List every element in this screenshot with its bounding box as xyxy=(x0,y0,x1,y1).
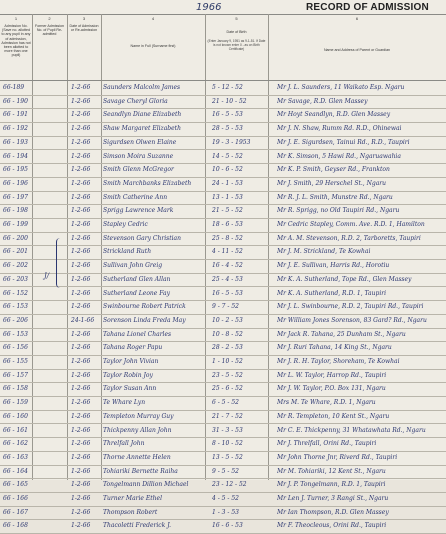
parent-guardian-cell: Mr K. A. Sutherland, R.D. 1, Taupiri xyxy=(277,289,387,297)
admission-date-cell: 1-2-66 xyxy=(71,207,91,215)
admission-number-cell: 66 - 193 xyxy=(3,138,28,146)
date-of-birth-cell: 8 - 10 - 52 xyxy=(212,440,243,448)
table-row xyxy=(0,204,446,219)
parent-guardian-cell: Mr J. E. Sullivan, Harris Rd., Horotiu xyxy=(277,262,390,270)
date-of-birth-cell: 10 - 2 - 53 xyxy=(212,316,243,324)
admission-date-cell: 1-2-66 xyxy=(71,495,91,502)
table-row xyxy=(0,328,446,343)
parent-guardian-cell: Mr John Thorne Jnr, Riverd Rd., Taupiri xyxy=(277,453,398,461)
date-of-birth-cell: 9 - 7 - 52 xyxy=(212,303,239,311)
admission-date-cell: 1-2-66 xyxy=(71,152,91,160)
table-row xyxy=(0,506,446,521)
date-of-birth-cell: 1 - 10 - 52 xyxy=(212,358,243,365)
table-row xyxy=(0,410,446,425)
date-of-birth-cell: 4 - 11 - 52 xyxy=(212,248,243,256)
pupil-name-cell: Templeton Murray Guy xyxy=(103,412,174,420)
parent-guardian-cell: Mr J. Ruri Tahana, 14 King St., Ngaru xyxy=(277,344,392,352)
table-row xyxy=(0,314,446,329)
admission-number-cell: 66 - 160 xyxy=(3,412,28,420)
table-row xyxy=(0,245,446,260)
column-header-name: Name in Full (Surname first) xyxy=(130,44,176,48)
parent-guardian-cell: Mr K. A. Sutherland, Tope Rd., Glen Massey xyxy=(277,275,412,283)
parent-guardian-cell: Mr M. Tohiariki, 12 Kent St., Ngaru xyxy=(277,467,386,475)
column-header-former-no: Former Admission No. of Pupil Re-admitted xyxy=(35,24,64,37)
table-row xyxy=(0,259,446,274)
admission-date-cell: 1-2-66 xyxy=(71,125,91,133)
date-of-birth-cell: 24 - 1 - 53 xyxy=(212,179,243,187)
parent-guardian-cell: Mr K. Simson, 5 Hawi Rd., Ngaruawahia xyxy=(277,152,401,160)
pupil-name-cell: Threlfall John xyxy=(103,440,145,448)
admission-date-cell: 1-2-66 xyxy=(71,262,91,270)
admission-date-cell: 1-2-66 xyxy=(71,467,91,475)
parent-guardian-cell: Mr R. J. L. Smith, Munstre Rd., Ngaru xyxy=(277,193,393,201)
column-number-1: 1 xyxy=(14,16,18,21)
table-row xyxy=(0,81,446,96)
table-row xyxy=(0,465,446,480)
parent-guardian-cell: Mr F. Theocleous, Orini Rd., Taupiri xyxy=(277,522,387,530)
pupil-name-cell: Tohiariki Bernette Raiha xyxy=(103,467,178,475)
admission-date-cell: 1-2-66 xyxy=(71,84,91,91)
parent-guardian-cell: Mr L. W. Taylor, Harrop Rd., Taupiri xyxy=(277,371,387,379)
pupil-name-cell: Tahana Roger Papu xyxy=(103,344,163,352)
pupil-name-cell: Saunders Malcolm James xyxy=(103,84,181,91)
pupil-name-cell: Sorenson Linda Freda May xyxy=(103,316,186,324)
table-row xyxy=(0,492,446,507)
date-of-birth-cell: 16 - 4 - 52 xyxy=(212,262,243,270)
date-of-birth-cell: 6 - 5 - 52 xyxy=(212,399,239,407)
date-of-birth-cell: 23 - 12 - 52 xyxy=(212,481,247,489)
admission-number-cell: 66 - 153 xyxy=(3,303,28,311)
parent-guardian-cell: Mr J. P. Tongelmann, R.D. 1, Taupiri xyxy=(277,481,386,489)
admission-date-cell: 1-2-66 xyxy=(71,303,91,311)
table-row xyxy=(0,191,446,206)
column-header-parent: Name and Address of Parent or Guardian xyxy=(323,48,391,52)
table-row xyxy=(0,451,446,466)
margin-brace xyxy=(56,238,62,288)
parent-guardian-cell: Mr Savage, R.D. Glen Massey xyxy=(277,97,368,105)
table-row xyxy=(0,163,446,178)
margin-annotation: J/ xyxy=(44,272,50,280)
parent-guardian-cell: Mr Ian Thompson, R.D. Glen Massey xyxy=(277,508,389,516)
date-of-birth-cell: 1 - 3 - 53 xyxy=(212,508,239,516)
table-row xyxy=(0,355,446,370)
admission-date-cell: 1-2-66 xyxy=(71,138,91,146)
parent-guardian-cell: Mr J. E. Sigurdsen, Tainui Rd., R.D., Taupiri xyxy=(277,138,410,146)
admission-date-cell: 1-2-66 xyxy=(71,440,91,448)
table-row xyxy=(0,150,446,165)
date-of-birth-cell: 19 - 3 - 1953 xyxy=(212,138,251,146)
date-of-birth-cell: 16 - 5 - 53 xyxy=(212,111,243,119)
table-row xyxy=(0,122,446,137)
table-row xyxy=(0,108,446,123)
admission-number-cell: 66 - 156 xyxy=(3,344,28,352)
table-row xyxy=(0,273,446,288)
date-of-birth-cell: 9 - 5 - 52 xyxy=(212,467,239,475)
table-row xyxy=(0,287,446,302)
admission-date-cell: 1-2-66 xyxy=(71,179,91,187)
admission-number-cell: 66 - 159 xyxy=(3,399,28,407)
column-header-dob: Date of Birth xyxy=(226,30,247,34)
pupil-name-cell: Taylor Susan Ann xyxy=(103,385,157,393)
admission-date-cell: 1-2-66 xyxy=(71,453,91,461)
pupil-name-cell: Sullivan John Greig xyxy=(103,262,163,270)
table-row xyxy=(0,300,446,315)
date-of-birth-cell: 16 - 5 - 53 xyxy=(212,289,243,297)
table-row xyxy=(0,478,446,493)
parent-guardian-cell: Mr J. L. Swinbourne, R.D. 2, Taupiri Rd., Taupiri xyxy=(277,303,424,311)
pupil-name-cell: Tahana Lionel Charles xyxy=(103,330,172,338)
admission-date-cell: 1-2-66 xyxy=(71,358,91,365)
register-year: 1966 xyxy=(196,2,222,13)
table-row xyxy=(0,369,446,384)
pupil-name-cell: Thompson Robert xyxy=(103,508,158,516)
admission-number-cell: 66 - 201 xyxy=(3,248,28,256)
admission-date-cell: 1-2-66 xyxy=(71,508,91,516)
admission-number-cell: 66 - 166 xyxy=(3,495,28,502)
pupil-name-cell: Sprigg Lawrence Mark xyxy=(103,207,174,215)
pupil-name-cell: Stapley Cedric xyxy=(103,221,148,228)
admission-date-cell: 1-2-66 xyxy=(71,166,91,174)
date-of-birth-cell: 4 - 5 - 52 xyxy=(212,495,239,502)
parent-guardian-cell: Mr J. N. Shaw, Rumm Rd. R.D., Ohinewai xyxy=(277,125,402,133)
table-row xyxy=(0,437,446,452)
pupil-name-cell: Taylor John Vivian xyxy=(103,358,159,365)
parent-guardian-cell: Mr J. M. Strickland, Te Kowhai xyxy=(277,248,371,256)
column-header-date-admission: Date of Admission or Re-admission xyxy=(69,24,99,33)
parent-guardian-cell: Mr R. Templeton, 10 Kent St., Ngaru xyxy=(277,412,390,420)
column-number-3: 3 xyxy=(82,16,86,21)
parent-guardian-cell: Mr Len J. Turner, 3 Rangi St., Ngaru xyxy=(277,495,389,502)
admission-number-cell: 66 - 155 xyxy=(3,358,28,365)
column-number-6: 6 xyxy=(355,16,359,21)
admission-number-cell: 66 - 163 xyxy=(3,453,28,461)
admission-number-cell: 66 - 203 xyxy=(3,275,28,283)
admission-number-cell: 66 - 157 xyxy=(3,371,28,379)
table-row xyxy=(0,218,446,233)
date-of-birth-cell: 31 - 3 - 53 xyxy=(212,426,243,434)
table-row xyxy=(0,396,446,411)
register-title: RECORD OF ADMISSION xyxy=(306,2,429,13)
pupil-name-cell: Stevenson Gary Christian xyxy=(103,234,181,242)
admission-date-cell: 1-2-66 xyxy=(71,97,91,105)
date-of-birth-cell: 28 - 2 - 53 xyxy=(212,344,243,352)
parent-guardian-cell: Mr R. Sprigg, no Old Taupiri Rd., Ngaru xyxy=(277,207,400,215)
admission-date-cell: 1-2-66 xyxy=(71,234,91,242)
column-number-2: 2 xyxy=(48,16,51,21)
pupil-name-cell: Simson Moira Suzanne xyxy=(103,152,174,160)
pupil-name-cell: Strickland Ruth xyxy=(103,248,152,256)
admission-number-cell: 66 - 190 xyxy=(3,97,28,105)
date-of-birth-cell: 10 - 8 - 52 xyxy=(212,330,243,338)
admission-date-cell: 1-2-66 xyxy=(71,481,91,489)
admission-number-cell: 66 - 198 xyxy=(3,207,28,215)
date-of-birth-cell: 25 - 8 - 52 xyxy=(212,234,243,242)
date-of-birth-cell: 21 - 7 - 52 xyxy=(212,412,243,420)
date-of-birth-cell: 21 - 10 - 52 xyxy=(212,97,247,105)
parent-guardian-cell: Mr J. Smith, 29 Herschel St., Ngaru xyxy=(277,179,386,187)
admission-date-cell: 1-2-66 xyxy=(71,248,91,256)
admission-number-cell: 66 - 168 xyxy=(3,522,28,530)
admission-number-cell: 66 - 164 xyxy=(3,467,28,475)
pupil-name-cell: Tongelmann Dillion Michael xyxy=(103,481,189,489)
table-row xyxy=(0,95,446,110)
date-of-birth-cell: 21 - 5 - 52 xyxy=(212,207,243,215)
date-of-birth-cell: 25 - 6 - 52 xyxy=(212,385,243,393)
date-of-birth-cell: 13 - 1 - 53 xyxy=(212,193,243,201)
admission-date-cell: 1-2-66 xyxy=(71,412,91,420)
parent-guardian-cell: Mr William Jones Sorenson, 83 Gard? Rd., Ngaru xyxy=(277,316,427,324)
admission-date-cell: 1-2-66 xyxy=(71,522,91,530)
admission-number-cell: 66 - 161 xyxy=(3,426,28,434)
parent-guardian-cell: Mr Jack R. Tahana, 25 Dunham St., Ngaru xyxy=(277,330,406,338)
parent-guardian-cell: Mr Cedric Stapley, Comm. Ave. R.D. 1, Hamilton xyxy=(277,221,425,228)
admission-number-cell: 66 - 206 xyxy=(3,316,28,324)
pupil-name-cell: Shaw Margaret Elizabeth xyxy=(103,125,181,133)
admission-date-cell: 1-2-66 xyxy=(71,275,91,283)
pupil-name-cell: Smith Marchbanks Elizabeth xyxy=(103,179,192,187)
pupil-name-cell: Savage Cheryl Gloria xyxy=(103,97,168,105)
table-row xyxy=(0,382,446,397)
admission-number-cell: 66 - 167 xyxy=(3,508,28,516)
date-of-birth-cell: 14 - 5 - 52 xyxy=(212,152,243,160)
admission-number-cell: 66-189 xyxy=(3,84,25,91)
date-of-birth-cell: 25 - 4 - 53 xyxy=(212,275,243,283)
pupil-name-cell: Te Whare Lyn xyxy=(103,399,146,407)
admission-number-cell: 66 - 162 xyxy=(3,440,28,448)
pupil-name-cell: Smith Glenn McGregor xyxy=(103,166,174,174)
admission-date-cell: 1-2-66 xyxy=(71,399,91,407)
date-of-birth-cell: 5 - 12 - 52 xyxy=(212,84,243,91)
pupil-name-cell: Smith Catherine Ann xyxy=(103,193,168,201)
date-of-birth-cell: 10 - 6 - 52 xyxy=(212,166,243,174)
parent-guardian-cell: Mr C. E. Thickpenny, 31 Whatawhata Rd., Ngaru xyxy=(277,426,426,434)
pupil-name-cell: Thickpenny Allan John xyxy=(103,426,172,434)
table-row xyxy=(0,341,446,356)
pupil-name-cell: Taylor Robin Joy xyxy=(103,371,153,379)
admission-number-cell: 66 - 197 xyxy=(3,193,28,201)
admission-number-cell: 66 - 192 xyxy=(3,125,28,133)
admission-date-cell: 1-2-66 xyxy=(71,426,91,434)
parent-guardian-cell: Mr A. M. Stevenson, R.D. 2, Tarboretts, Taupiri xyxy=(277,234,421,242)
parent-guardian-cell: Mrs M. Te Whare, R.D. 1, Ngaru xyxy=(277,399,376,407)
admission-number-cell: 66 - 153 xyxy=(3,330,28,338)
table-row xyxy=(0,424,446,439)
pupil-name-cell: Turner Marie Ethel xyxy=(103,495,163,502)
admission-number-cell: 66 - 200 xyxy=(3,234,28,242)
parent-guardian-cell: Mr J. Threlfall, Orini Rd., Taupiri xyxy=(277,440,377,448)
admission-date-cell: 1-2-66 xyxy=(71,289,91,297)
admission-number-cell: 66 - 158 xyxy=(3,385,28,393)
pupil-name-cell: Sigurdsen Olwen Elaine xyxy=(103,138,177,146)
admission-date-cell: 1-2-66 xyxy=(71,193,91,201)
parent-guardian-cell: Mr Hoyt Seandlyn, R.D. Glen Massey xyxy=(277,111,391,119)
admission-number-cell: 66 - 191 xyxy=(3,111,28,119)
pupil-name-cell: Swinbourne Robert Patrick xyxy=(103,303,186,311)
admission-number-cell: 66 - 165 xyxy=(3,481,28,489)
table-row xyxy=(0,232,446,247)
admission-number-cell: 66 - 152 xyxy=(3,289,28,297)
admission-date-cell: 1-2-66 xyxy=(71,221,91,228)
parent-guardian-cell: Mr J. W. Taylor, P.O. Box 131, Ngaru xyxy=(277,385,386,393)
pupil-name-cell: Thorne Annette Helen xyxy=(103,453,171,461)
date-of-birth-cell: 18 - 6 - 53 xyxy=(212,221,243,228)
admission-date-cell: 24-1-66 xyxy=(71,316,95,324)
column-number-4: 4 xyxy=(151,16,155,21)
pupil-name-cell: Thacoletti Frederick J. xyxy=(103,522,172,530)
date-of-birth-cell: 13 - 5 - 52 xyxy=(212,453,243,461)
column-header-admission-no: Admission No. (Save no. allotted to any pupil in any of admission, Admission has not been allotted to more than one pupil) xyxy=(1,24,31,58)
admission-date-cell: 1-2-66 xyxy=(71,330,91,338)
date-of-birth-cell: 28 - 5 - 53 xyxy=(212,125,243,133)
parent-guardian-cell: Mr J. R. H. Taylor, Shoreham, Te Kowhai xyxy=(277,358,400,365)
parent-guardian-cell: Mr K. P. Smith, Geyser Rd., Frankton xyxy=(277,166,390,174)
dob-format-note: (Enter January 9, 1951 as 9-1-51. If Date is not known enter 0 - as on Birth Certificate) xyxy=(207,39,266,51)
admission-date-cell: 1-2-66 xyxy=(71,385,91,393)
date-of-birth-cell: 16 - 6 - 53 xyxy=(212,522,243,530)
pupil-name-cell: Seandlyn Diane Elizabeth xyxy=(103,111,182,119)
parent-guardian-cell: Mr J. L. Saunders, 11 Waikato Esp. Ngaru xyxy=(277,84,405,91)
admission-number-cell: 66 - 195 xyxy=(3,166,28,174)
pupil-name-cell: Sutherland Glen Allan xyxy=(103,275,171,283)
admission-date-cell: 1-2-66 xyxy=(71,344,91,352)
admission-number-cell: 66 - 199 xyxy=(3,221,28,228)
admission-date-cell: 1-2-66 xyxy=(71,371,91,379)
date-of-birth-cell: 23 - 5 - 52 xyxy=(212,371,243,379)
table-row xyxy=(0,177,446,192)
admission-date-cell: 1-2-66 xyxy=(71,111,91,119)
table-row xyxy=(0,519,446,534)
admission-number-cell: 66 - 202 xyxy=(3,262,28,270)
table-row xyxy=(0,136,446,151)
admission-number-cell: 66 - 196 xyxy=(3,179,28,187)
column-number-5: 5 xyxy=(235,16,238,21)
admission-number-cell: 66 - 194 xyxy=(3,152,28,160)
pupil-name-cell: Sutherland Leone Fay xyxy=(103,289,170,297)
